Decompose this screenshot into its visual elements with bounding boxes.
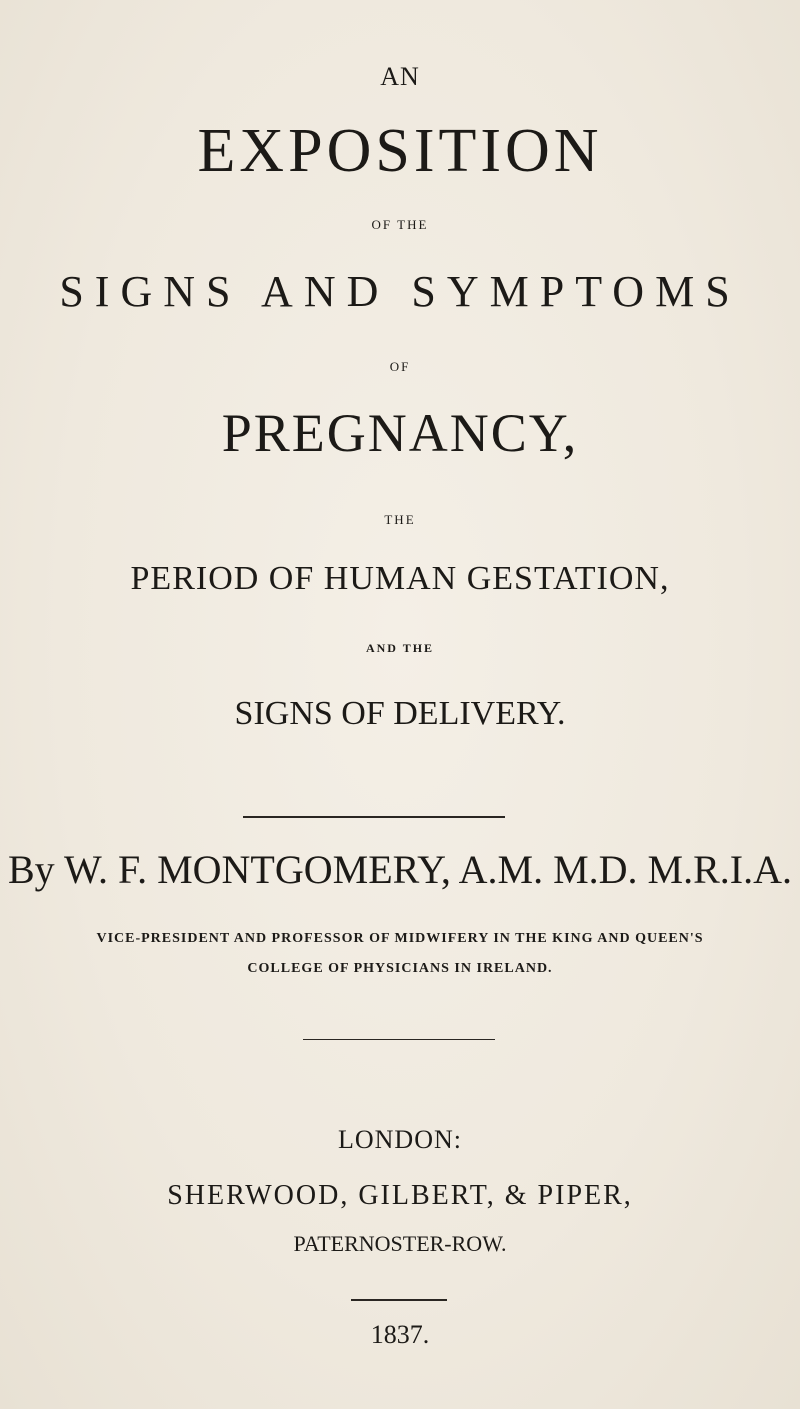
- author-title-line-2: COLLEGE OF PHYSICIANS IN IRELAND.: [247, 961, 553, 976]
- divider-rule-1: [243, 816, 505, 818]
- line-of-the-1: OF THE: [371, 217, 429, 232]
- line-exposition: EXPOSITION: [197, 117, 603, 185]
- imprint-publisher: SHERWOOD, GILBERT, & PIPER,: [167, 1180, 633, 1211]
- line-signs-of-delivery: SIGNS OF DELIVERY.: [234, 695, 566, 732]
- author-by: By: [8, 847, 55, 892]
- author-name: W. F. MONTGOMERY, A.M. M.D. M.R.I.A.: [63, 847, 792, 892]
- imprint-year: 1837.: [370, 1320, 430, 1349]
- line-and-the: AND THE: [365, 641, 435, 655]
- line-pregnancy: PREGNANCY,: [221, 403, 579, 463]
- author-line: [0, 847, 800, 892]
- line-an: AN: [380, 62, 420, 91]
- line-the: THE: [384, 512, 416, 527]
- line-period-of-human-gestation: PERIOD OF HUMAN GESTATION,: [130, 560, 670, 597]
- line-signs-and-symptoms: SIGNS AND SYMPTOMS: [59, 267, 741, 316]
- author-title-line-1: VICE-PRESIDENT AND PROFESSOR OF MIDWIFERY IN THE KING AND QUEEN'S: [96, 931, 704, 946]
- divider-rule-3: [351, 1299, 447, 1301]
- imprint-street: PATERNOSTER-ROW.: [293, 1231, 507, 1256]
- divider-rule-2: [303, 1039, 495, 1040]
- line-of: OF: [389, 359, 411, 374]
- imprint-city: LONDON:: [338, 1125, 462, 1154]
